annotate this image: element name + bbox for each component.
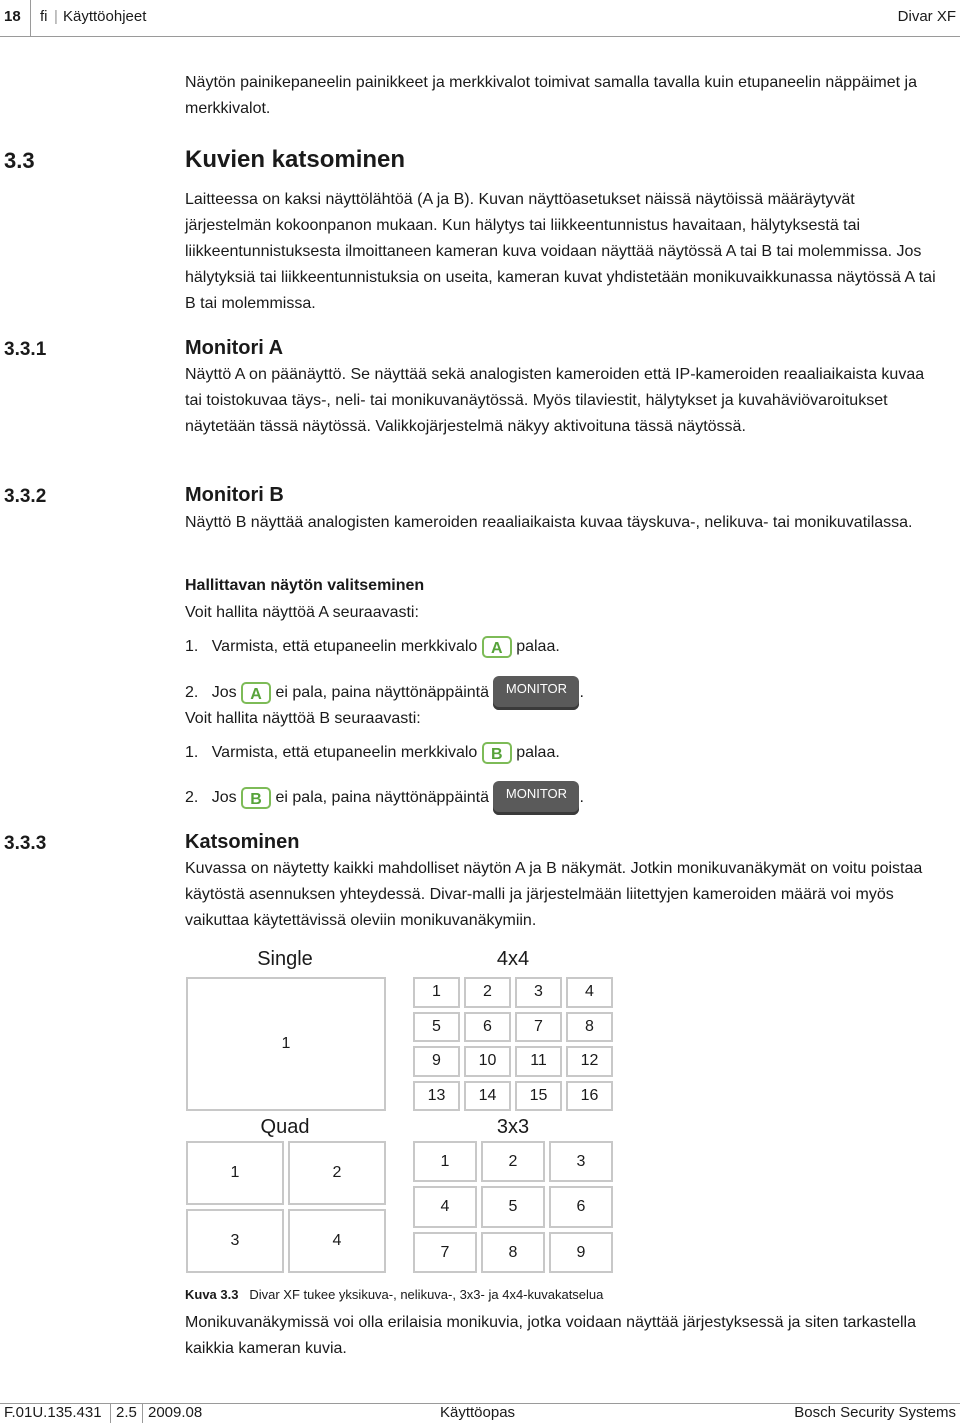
single-label: Single [257,948,313,970]
footer-doc-code: F.01U.135.431 [4,1404,102,1421]
quad-view-cell: 2 [288,1141,386,1205]
step-text: Varmista, että etupaneelin merkkivalo [211,638,478,655]
page-header [0,0,960,37]
grid4-view-cell: 12 [566,1046,613,1077]
grid4-view-cell: 14 [464,1081,511,1112]
grid4-view-cell: 11 [515,1046,562,1077]
grid3-view-cell: 8 [481,1232,545,1273]
subsection-1-number: 3.3.1 [4,339,47,360]
step-text: Jos [211,789,237,807]
grid4-view-cell: 13 [413,1081,460,1112]
grid3-view-cell: 1 [413,1141,477,1182]
closing-paragraph: Monikuvanäkymissä voi olla erilaisia monikuvia, jotka voidaan näyttää järjestyksessä ja siten tarkastella kaikkia kameran kuvia. [185,1314,917,1357]
header-language: fi [40,8,48,25]
step-text: Varmista, että etupaneelin merkkivalo [211,744,478,761]
step-text-after: palaa. [516,638,560,655]
control-b-intro: Voit hallita näyttöä B seuraavasti: [185,710,421,727]
subsection-2-title: Monitori B [185,484,284,506]
subsection-3-title: Katsominen [185,831,300,853]
step-text-mid: ei pala, paina näyttönäppäintä [275,789,490,807]
led-b-indicator: B [482,742,512,764]
led-b-indicator: B [241,787,271,809]
grid3-view-grid [413,1141,613,1273]
step-a2 [185,676,584,710]
subsection-3-number: 3.3.3 [4,833,47,854]
led-a-indicator: A [482,636,512,658]
footer-version: 2.5 [116,1404,137,1421]
grid4-view-cell: 9 [413,1046,460,1077]
step-number: 2. [185,684,199,702]
grid4-label: 4x4 [496,948,530,970]
grid4-view-cell: 7 [515,1012,562,1043]
grid4-view-cell: 1 [413,977,460,1008]
step-text-mid: ei pala, paina näyttönäppäintä [275,684,490,702]
caption-number: 3.3 [220,1287,239,1302]
step-b2 [185,781,584,815]
section-title: Kuvien katsominen [185,146,406,173]
subsection-1-body: Näyttö A on päänäyttö. Se näyttää sekä analogisten kameroiden että IP-kameroiden reaaliaikaista kuvaa tai toistokuvaa täys-, neli- tai monikuvanäytössä. Myös tilaviestit, hälytykset ja kuvahäviövaroitukset näytetään tässä näytössä. Valikkojärjestelmä näkyy aktivoituna tässä näytössä. [185,366,925,435]
quad-view-grid [186,1141,386,1273]
led-a-indicator: A [241,682,271,704]
header-separator: | [54,8,58,25]
step-text: Jos [211,684,237,702]
caption-label: Kuva [185,1287,217,1302]
page-number: 18 [4,8,21,25]
subsection-1-title: Monitori A [185,337,284,359]
quad-view-cell: 4 [288,1209,386,1273]
section-body: Laitteessa on kaksi näyttölähtöä (A ja B). Kuvan näyttöasetukset näissä näytöissä määräytyvät järjestelmän kokoonpanon mukaan. Kun hälytys tai liikkeentunnistus havaitaan, hälytyksestä tai liikkeentunnistuksesta ilmoittaneen kameran kuva voidaan näyttää näytössä A tai B tai molemmissa. Jos hälytyksiä tai liikkeentunnistuksia on useita, kameran kuvat yhdistetään monikuvaikkunassa näytössä A tai B tai molemmissa. [185,191,936,312]
grid3-view-cell: 9 [549,1232,613,1273]
step-text-after: palaa. [516,744,560,761]
quad-label: Quad [260,1116,310,1138]
monitor-button[interactable]: MONITOR [493,781,579,815]
subsection-2-body: Näyttö B näyttää analogisten kameroiden reaaliaikaista kuvaa täyskuva-, nelikuva- tai monikuvatilassa. [185,514,913,531]
grid4-view-cell: 3 [515,977,562,1008]
section-number: 3.3 [4,148,35,173]
single-view-grid [186,977,386,1111]
grid4-view-cell: 2 [464,977,511,1008]
footer-date: 2009.08 [148,1404,203,1421]
footer-doc-name: Käyttöopas [440,1404,516,1421]
grid3-view-cell: 2 [481,1141,545,1182]
footer-separator [142,1404,143,1423]
step-a1 [185,634,560,660]
header-doc-type: Käyttöohjeet [63,8,147,25]
step-b1 [185,740,560,766]
figure-caption [185,1287,603,1302]
grid4-view-cell: 4 [566,977,613,1008]
grid3-view-cell: 4 [413,1186,477,1227]
header-divider [30,0,31,36]
step-number: 1. [185,744,199,761]
step-text-end: . [579,789,584,807]
grid3-view-cell: 3 [549,1141,613,1182]
grid4-view-cell: 15 [515,1081,562,1112]
control-a-intro: Voit hallita näyttöä A seuraavasti: [185,604,419,621]
footer-company: Bosch Security Systems [794,1404,956,1421]
grid4-view-cell: 5 [413,1012,460,1043]
grid3-view-cell: 5 [481,1186,545,1227]
quad-view-cell: 1 [186,1141,284,1205]
grid4-view-cell: 8 [566,1012,613,1043]
intro-paragraph: Näytön painikepaneelin painikkeet ja merkkivalot toimivat samalla tavalla kuin etupaneelin näppäimet ja merkkivalot. [185,74,917,117]
grid3-label: 3x3 [496,1116,530,1138]
grid4-view-grid [413,977,613,1111]
subsection-2-number: 3.3.2 [4,486,47,507]
grid4-view-cell: 10 [464,1046,511,1077]
grid3-view-cell: 7 [413,1232,477,1273]
step-text-end: . [579,684,584,702]
footer-separator [110,1404,111,1423]
grid4-view-cell: 16 [566,1081,613,1112]
grid3-view-cell: 6 [549,1186,613,1227]
step-number: 2. [185,789,199,807]
monitor-button[interactable]: MONITOR [493,676,579,710]
header-product: Divar XF [897,8,956,25]
subsection-3-body: Kuvassa on näytetty kaikki mahdolliset näytön A ja B näkymät. Jotkin monikuvanäkymät on voitu poistaa käytöstä asennuksen yhteydessä. Divar-malli ja järjestelmään liitettyjen kameroiden määrä voi myös vaikuttaa käytettävissä oleviin monikuvanäkymiin. [185,860,923,929]
step-number: 1. [185,638,199,655]
caption-text: Divar XF tukee yksikuva-, nelikuva-, 3x3- ja 4x4-kuvakatselua [249,1287,604,1302]
quad-view-cell: 3 [186,1209,284,1273]
grid4-view-cell: 6 [464,1012,511,1043]
control-heading: Hallittavan näytön valitseminen [185,577,425,594]
single-view-cell: 1 [186,977,386,1111]
